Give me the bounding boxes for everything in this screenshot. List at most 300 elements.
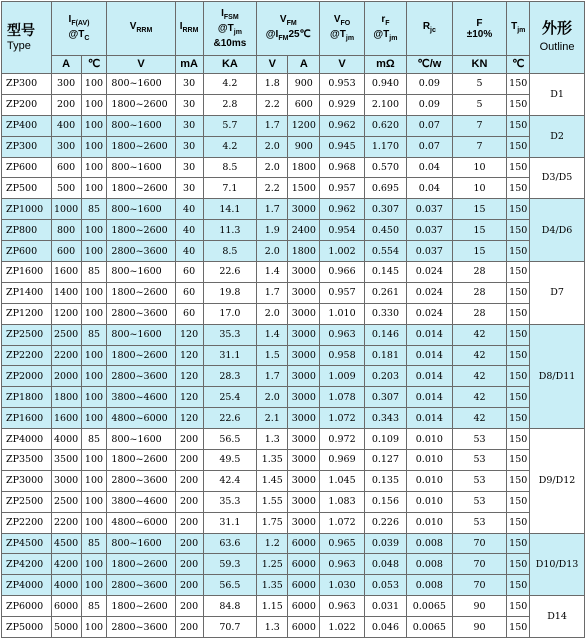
table-cell: 800~1600 <box>107 533 175 554</box>
table-row <box>2 408 585 429</box>
table-cell: 0.024 <box>407 303 452 324</box>
table-cell: 2.1 <box>257 408 288 429</box>
table-cell: 84.8 <box>203 596 257 617</box>
table-cell: 1800~2600 <box>107 178 175 199</box>
table-cell: 1.55 <box>257 491 288 512</box>
table-cell: 25.4 <box>203 387 257 408</box>
table-row <box>2 512 585 533</box>
table-cell: 1.15 <box>257 596 288 617</box>
table-cell: 30 <box>175 157 203 178</box>
unit-cell: mA <box>175 56 203 74</box>
table-cell: 53 <box>452 491 507 512</box>
table-row <box>2 617 585 638</box>
table-cell: 1.25 <box>257 554 288 575</box>
table-cell: 100 <box>81 408 107 429</box>
table-cell: 0.145 <box>364 262 406 283</box>
table-cell: 150 <box>507 387 530 408</box>
table-cell: 0.954 <box>320 220 364 241</box>
table-cell: 150 <box>507 324 530 345</box>
table-cell: 0.0065 <box>407 596 452 617</box>
table-cell: 100 <box>81 617 107 638</box>
table-cell: 70 <box>452 575 507 596</box>
table-cell: 2.8 <box>203 94 257 115</box>
table-cell: 1.170 <box>364 136 406 157</box>
table-cell: 0.0065 <box>407 617 452 638</box>
table-cell: 0.09 <box>407 94 452 115</box>
table-cell: 150 <box>507 450 530 471</box>
col-tjm: $T_{jm}$ <box>507 2 530 56</box>
table-cell: 1.9 <box>257 220 288 241</box>
outline-cell: D9/D12 <box>530 429 585 533</box>
table-cell: 7 <box>452 115 507 136</box>
outline-cell: D8/D11 <box>530 324 585 428</box>
table-cell: 42 <box>452 345 507 366</box>
table-cell: 53 <box>452 512 507 533</box>
table-cell: 30 <box>175 136 203 157</box>
table-row <box>2 241 585 262</box>
table-cell: ZP5000 <box>2 617 52 638</box>
table-cell: 40 <box>175 241 203 262</box>
table-cell: 4800~6000 <box>107 512 175 533</box>
table-cell: 1.010 <box>320 303 364 324</box>
table-cell: 2200 <box>51 345 81 366</box>
table-cell: 200 <box>175 575 203 596</box>
table-cell: 1.3 <box>257 617 288 638</box>
table-cell: 0.135 <box>364 470 406 491</box>
table-cell: 59.3 <box>203 554 257 575</box>
unit-cell: ℃ <box>507 56 530 74</box>
table-cell: 1.45 <box>257 470 288 491</box>
table-cell: 150 <box>507 94 530 115</box>
table-cell: ZP500 <box>2 178 52 199</box>
table-cell: 3500 <box>51 450 81 471</box>
table-cell: 3000 <box>288 324 320 345</box>
table-cell: 0.008 <box>407 575 452 596</box>
table-cell: 53 <box>452 470 507 491</box>
units-row <box>2 56 585 74</box>
table-cell: 0.024 <box>407 262 452 283</box>
table-cell: ZP4500 <box>2 533 52 554</box>
table-cell: 2800~3600 <box>107 241 175 262</box>
table-cell: 60 <box>175 262 203 283</box>
table-cell: 100 <box>81 345 107 366</box>
table-cell: 30 <box>175 178 203 199</box>
table-cell: 150 <box>507 408 530 429</box>
table-cell: 150 <box>507 136 530 157</box>
table-cell: 0.969 <box>320 450 364 471</box>
table-cell: 85 <box>81 429 107 450</box>
table-cell: 100 <box>81 303 107 324</box>
table-cell: 4800~6000 <box>107 408 175 429</box>
table-cell: 1.8 <box>257 74 288 95</box>
table-cell: 0.037 <box>407 199 452 220</box>
table-cell: 6000 <box>288 533 320 554</box>
table-cell: 150 <box>507 429 530 450</box>
col-force: F ±10% <box>452 2 507 56</box>
diode-spec-table <box>1 1 585 638</box>
table-cell: 800~1600 <box>107 199 175 220</box>
table-cell: 28 <box>452 282 507 303</box>
table-cell: 1800 <box>288 157 320 178</box>
table-cell: 6000 <box>288 617 320 638</box>
table-cell: 49.5 <box>203 450 257 471</box>
table-cell: 53 <box>452 429 507 450</box>
table-cell: 2800~3600 <box>107 575 175 596</box>
table-cell: 100 <box>81 241 107 262</box>
table-cell: 150 <box>507 262 530 283</box>
table-row <box>2 596 585 617</box>
table-cell: ZP2200 <box>2 345 52 366</box>
unit-cell: V <box>320 56 364 74</box>
table-cell: 1.030 <box>320 575 364 596</box>
table-cell: 0.330 <box>364 303 406 324</box>
table-cell: 1600 <box>51 262 81 283</box>
outline-cell: D2 <box>530 115 585 157</box>
table-cell: 0.307 <box>364 199 406 220</box>
table-cell: 3000 <box>288 366 320 387</box>
table-cell: 90 <box>452 617 507 638</box>
table-cell: 300 <box>51 74 81 95</box>
table-cell: 0.972 <box>320 429 364 450</box>
table-cell: 31.1 <box>203 512 257 533</box>
table-cell: 53 <box>452 450 507 471</box>
table-cell: ZP1600 <box>2 408 52 429</box>
table-cell: ZP300 <box>2 74 52 95</box>
table-cell: 100 <box>81 491 107 512</box>
table-cell: 28.3 <box>203 366 257 387</box>
table-cell: 2000 <box>51 366 81 387</box>
table-cell: 0.450 <box>364 220 406 241</box>
table-cell: 0.024 <box>407 282 452 303</box>
table-cell: 200 <box>175 491 203 512</box>
table-cell: 22.6 <box>203 262 257 283</box>
table-cell: 0.037 <box>407 241 452 262</box>
table-body <box>2 74 585 638</box>
table-cell: 0.010 <box>407 429 452 450</box>
table-cell: 56.5 <box>203 429 257 450</box>
unit-cell: KN <box>452 56 507 74</box>
table-cell: 200 <box>175 554 203 575</box>
header-row <box>2 2 585 56</box>
table-cell: 22.6 <box>203 408 257 429</box>
table-cell: 0.929 <box>320 94 364 115</box>
table-cell: 100 <box>81 136 107 157</box>
table-cell: 100 <box>81 157 107 178</box>
table-cell: 5 <box>452 94 507 115</box>
table-cell: 85 <box>81 199 107 220</box>
table-cell: 3000 <box>288 345 320 366</box>
table-cell: 150 <box>507 617 530 638</box>
table-cell: 3000 <box>288 408 320 429</box>
col-vrrm: $V_{RRM}$ <box>107 2 175 56</box>
outline-cell: D7 <box>530 262 585 325</box>
table-row <box>2 303 585 324</box>
table-cell: 300 <box>51 136 81 157</box>
table-cell: 1.002 <box>320 241 364 262</box>
table-cell: 2500 <box>51 324 81 345</box>
table-cell: 0.039 <box>364 533 406 554</box>
table-cell: 150 <box>507 157 530 178</box>
table-cell: 42 <box>452 366 507 387</box>
table-cell: 28 <box>452 303 507 324</box>
table-cell: 1.7 <box>257 115 288 136</box>
table-row <box>2 387 585 408</box>
table-cell: 31.1 <box>203 345 257 366</box>
table-cell: 1200 <box>288 115 320 136</box>
table-cell: 150 <box>507 282 530 303</box>
table-cell: 200 <box>175 450 203 471</box>
table-cell: 2.0 <box>257 387 288 408</box>
table-cell: 1.078 <box>320 387 364 408</box>
col-rf: $r_F$ $@T_{jm}$ <box>364 2 406 56</box>
table-cell: 1800~2600 <box>107 596 175 617</box>
table-cell: 0.307 <box>364 387 406 408</box>
table-cell: 4.2 <box>203 74 257 95</box>
table-cell: 150 <box>507 115 530 136</box>
table-row <box>2 178 585 199</box>
table-cell: 6000 <box>288 596 320 617</box>
table-cell: 0.046 <box>364 617 406 638</box>
table-cell: 0.963 <box>320 324 364 345</box>
table-cell: 3800~4600 <box>107 387 175 408</box>
table-cell: 100 <box>81 366 107 387</box>
unit-cell: A <box>51 56 81 74</box>
table-cell: 8.5 <box>203 157 257 178</box>
table-row <box>2 470 585 491</box>
table-cell: 3000 <box>288 491 320 512</box>
table-cell: 1.4 <box>257 262 288 283</box>
table-cell: 0.014 <box>407 387 452 408</box>
table-cell: 85 <box>81 324 107 345</box>
table-cell: ZP2500 <box>2 491 52 512</box>
table-cell: 1.072 <box>320 408 364 429</box>
table-cell: 150 <box>507 178 530 199</box>
table-cell: 5000 <box>51 617 81 638</box>
table-row <box>2 262 585 283</box>
table-cell: 1.072 <box>320 512 364 533</box>
table-cell: 4500 <box>51 533 81 554</box>
table-row <box>2 115 585 136</box>
table-cell: 3000 <box>288 470 320 491</box>
table-cell: 1.7 <box>257 199 288 220</box>
table-cell: 2.0 <box>257 241 288 262</box>
table-cell: 100 <box>81 512 107 533</box>
unit-cell: V <box>257 56 288 74</box>
table-cell: 100 <box>81 387 107 408</box>
col-irrm: $I_{RRM}$ <box>175 2 203 56</box>
table-cell: 0.109 <box>364 429 406 450</box>
table-cell: 1.3 <box>257 429 288 450</box>
table-cell: 800~1600 <box>107 115 175 136</box>
table-cell: 70 <box>452 533 507 554</box>
table-cell: 2.100 <box>364 94 406 115</box>
table-cell: ZP1800 <box>2 387 52 408</box>
table-cell: 7 <box>452 136 507 157</box>
table-cell: 800~1600 <box>107 324 175 345</box>
table-cell: ZP3000 <box>2 470 52 491</box>
table-cell: 40 <box>175 220 203 241</box>
table-cell: 0.226 <box>364 512 406 533</box>
table-cell: 600 <box>51 241 81 262</box>
table-cell: 2800~3600 <box>107 303 175 324</box>
table-cell: 0.010 <box>407 512 452 533</box>
table-cell: ZP6000 <box>2 596 52 617</box>
table-cell: 2.2 <box>257 178 288 199</box>
table-cell: 100 <box>81 115 107 136</box>
outline-cell: D4/D6 <box>530 199 585 262</box>
table-cell: 1500 <box>288 178 320 199</box>
table-row <box>2 157 585 178</box>
table-cell: ZP1000 <box>2 199 52 220</box>
table-cell: 150 <box>507 470 530 491</box>
table-cell: 2400 <box>288 220 320 241</box>
table-cell: 1400 <box>51 282 81 303</box>
table-cell: 0.014 <box>407 324 452 345</box>
table-cell: ZP2500 <box>2 324 52 345</box>
table-cell: 3000 <box>51 470 81 491</box>
col-outline: 外形 Outline <box>530 2 585 74</box>
table-row <box>2 533 585 554</box>
table-cell: 900 <box>288 136 320 157</box>
table-row <box>2 324 585 345</box>
table-cell: 3800~4600 <box>107 491 175 512</box>
unit-cell: A <box>288 56 320 74</box>
table-cell: 0.008 <box>407 533 452 554</box>
table-cell: ZP600 <box>2 241 52 262</box>
table-cell: 1800~2600 <box>107 220 175 241</box>
table-cell: 42 <box>452 324 507 345</box>
table-cell: ZP600 <box>2 157 52 178</box>
table-cell: 100 <box>81 94 107 115</box>
table-cell: 100 <box>81 554 107 575</box>
table-cell: 600 <box>51 157 81 178</box>
table-cell: 120 <box>175 408 203 429</box>
table-cell: 100 <box>81 450 107 471</box>
table-cell: 85 <box>81 596 107 617</box>
table-cell: ZP3500 <box>2 450 52 471</box>
table-cell: 0.203 <box>364 366 406 387</box>
unit-cell: KA <box>203 56 257 74</box>
table-cell: 30 <box>175 94 203 115</box>
table-cell: 0.07 <box>407 115 452 136</box>
table-cell: 0.962 <box>320 199 364 220</box>
table-cell: 0.09 <box>407 74 452 95</box>
table-cell: 0.957 <box>320 178 364 199</box>
table-row <box>2 345 585 366</box>
table-cell: 1800~2600 <box>107 554 175 575</box>
table-cell: 4000 <box>51 429 81 450</box>
table-cell: 1800~2600 <box>107 345 175 366</box>
table-cell: 0.156 <box>364 491 406 512</box>
table-cell: 3000 <box>288 387 320 408</box>
table-cell: 3000 <box>288 512 320 533</box>
table-cell: 3000 <box>288 262 320 283</box>
table-cell: 11.3 <box>203 220 257 241</box>
table-cell: ZP300 <box>2 136 52 157</box>
table-cell: 8.5 <box>203 241 257 262</box>
table-cell: 70.7 <box>203 617 257 638</box>
table-row <box>2 199 585 220</box>
table-cell: 0.968 <box>320 157 364 178</box>
table-cell: 2.0 <box>257 136 288 157</box>
table-cell: 2800~3600 <box>107 470 175 491</box>
table-cell: 800~1600 <box>107 262 175 283</box>
table-cell: 0.966 <box>320 262 364 283</box>
table-row <box>2 136 585 157</box>
table-cell: 800~1600 <box>107 429 175 450</box>
table-cell: 120 <box>175 324 203 345</box>
table-cell: 35.3 <box>203 324 257 345</box>
table-cell: 150 <box>507 533 530 554</box>
table-cell: ZP400 <box>2 115 52 136</box>
table-cell: 4000 <box>51 575 81 596</box>
unit-cell: ℃/w <box>407 56 452 74</box>
table-cell: 85 <box>81 262 107 283</box>
table-cell: 0.261 <box>364 282 406 303</box>
table-cell: ZP800 <box>2 220 52 241</box>
table-cell: 200 <box>175 533 203 554</box>
table-cell: 0.965 <box>320 533 364 554</box>
table-cell: 1.75 <box>257 512 288 533</box>
table-row <box>2 491 585 512</box>
table-cell: 150 <box>507 596 530 617</box>
table-cell: 1.4 <box>257 324 288 345</box>
table-cell: 800~1600 <box>107 74 175 95</box>
table-cell: 1000 <box>51 199 81 220</box>
table-cell: 1.2 <box>257 533 288 554</box>
table-cell: 42 <box>452 387 507 408</box>
table-cell: 100 <box>81 220 107 241</box>
table-cell: 7.1 <box>203 178 257 199</box>
table-cell: 0.053 <box>364 575 406 596</box>
table-cell: 150 <box>507 554 530 575</box>
table-cell: 2.0 <box>257 157 288 178</box>
table-cell: 2.0 <box>257 303 288 324</box>
table-row <box>2 450 585 471</box>
table-cell: 150 <box>507 512 530 533</box>
table-cell: 6000 <box>51 596 81 617</box>
table-cell: 42.4 <box>203 470 257 491</box>
table-cell: 150 <box>507 366 530 387</box>
table-cell: 0.031 <box>364 596 406 617</box>
table-cell: 200 <box>175 596 203 617</box>
table-cell: 200 <box>175 512 203 533</box>
table-cell: 0.957 <box>320 282 364 303</box>
table-cell: 2800~3600 <box>107 617 175 638</box>
table-cell: 3000 <box>288 282 320 303</box>
table-cell: 1800~2600 <box>107 450 175 471</box>
table-cell: 800 <box>51 220 81 241</box>
table-cell: 0.010 <box>407 491 452 512</box>
table-cell: 1.35 <box>257 575 288 596</box>
table-cell: 1.045 <box>320 470 364 491</box>
table-cell: ZP2000 <box>2 366 52 387</box>
table-cell: 0.07 <box>407 136 452 157</box>
table-cell: 0.014 <box>407 366 452 387</box>
table-cell: 14.1 <box>203 199 257 220</box>
table-row <box>2 74 585 95</box>
table-cell: 0.181 <box>364 345 406 366</box>
table-cell: 30 <box>175 74 203 95</box>
table-row <box>2 366 585 387</box>
table-cell: 800~1600 <box>107 157 175 178</box>
table-cell: 0.048 <box>364 554 406 575</box>
table-cell: 15 <box>452 241 507 262</box>
table-cell: 1.7 <box>257 282 288 303</box>
table-cell: ZP4000 <box>2 575 52 596</box>
table-cell: 4200 <box>51 554 81 575</box>
table-cell: 2200 <box>51 512 81 533</box>
